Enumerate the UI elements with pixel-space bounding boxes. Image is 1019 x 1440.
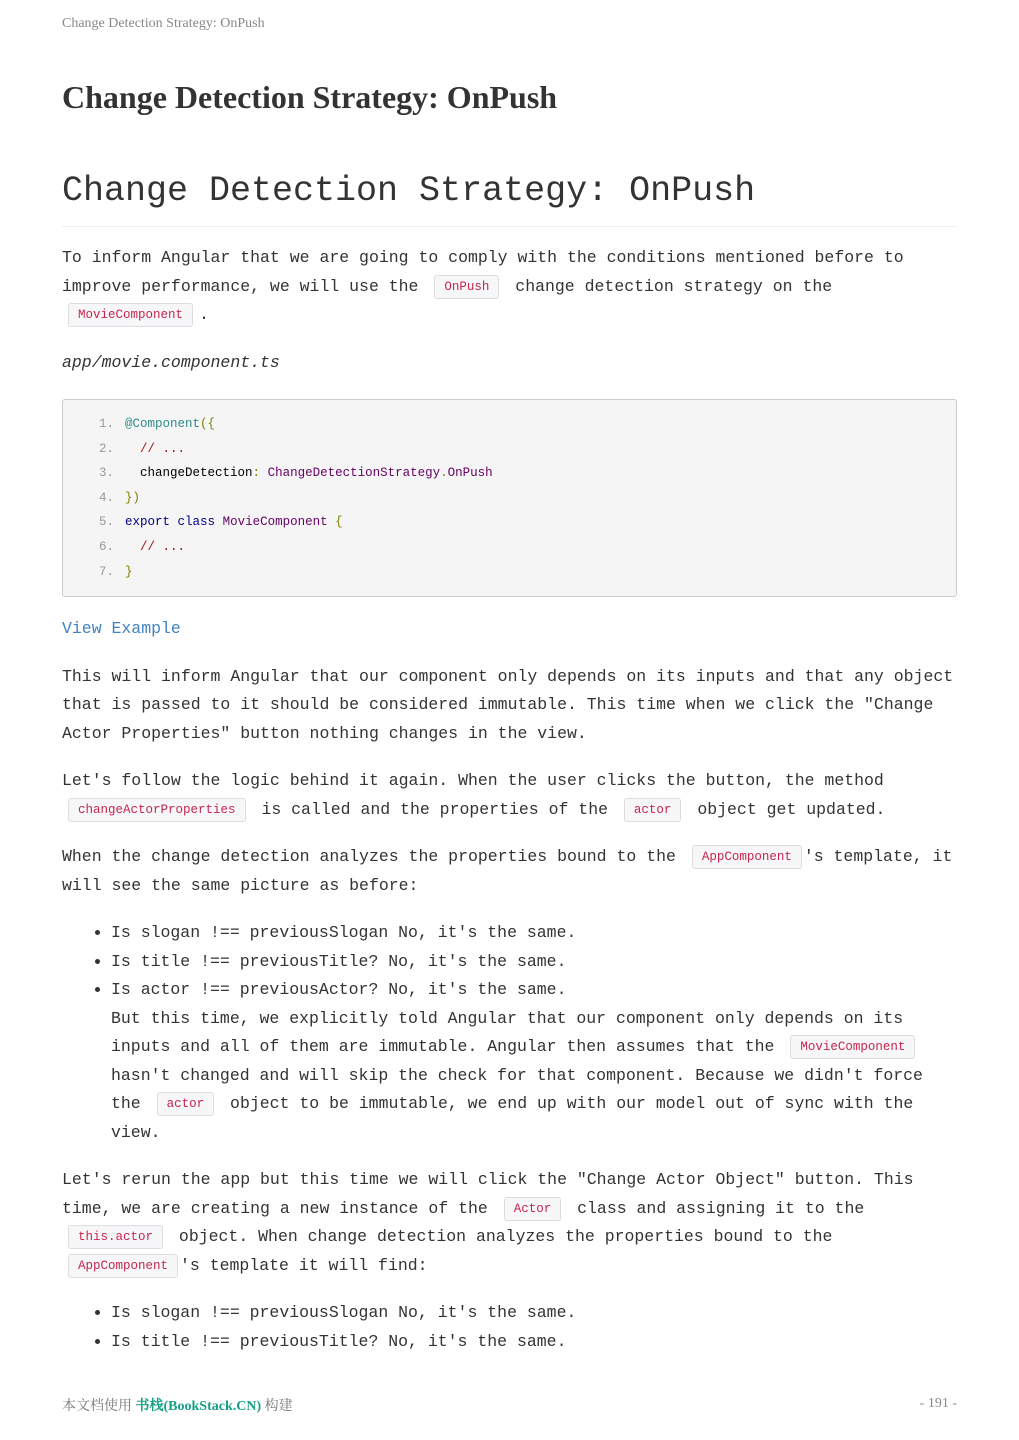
explanation-paragraph: This will inform Angular that our component only depends on its inputs and that any object that is passed to it should be considered immutable. This time when we click the "Change Actor Properties" button nothing changes in the view. [62,666,954,743]
inline-code-actor: actor [624,798,682,822]
code-punctuation: . [440,466,448,481]
code-comment: // ... [140,441,186,456]
detection-text-2: 's template, it will see the same picture as before: [62,847,953,895]
logic-paragraph [62,767,957,824]
check-list-2 [62,1299,957,1356]
intro-text-2: change detection strategy on the [515,276,833,296]
list-item-continuation: object to be immutable, we end up with our model out of sync with the view. [111,1094,914,1142]
code-punctuation: } [125,564,133,579]
check-list-1 [62,919,957,1147]
line-number: 1. [98,417,114,431]
code-line [63,535,956,560]
running-header: Change Detection Strategy: OnPush [62,16,265,31]
logic-text-2: is called and the properties of the [261,799,608,819]
inline-code-changeactorproperties: changeActorProperties [68,798,246,822]
code-type: ChangeDetectionStrategy [267,466,441,481]
footer-suffix: 构建 [264,1399,293,1414]
section-title: Change Detection Strategy: OnPush [62,170,957,227]
code-comment: // ... [140,539,186,554]
view-example-link[interactable]: View Example [62,619,181,639]
inline-code-this-actor: this.actor [68,1225,163,1249]
footer-brand-link[interactable]: 书栈(BookStack.CN) [135,1399,262,1414]
code-property: changeDetection [140,466,253,481]
code-punctuation: { [335,515,343,530]
code-decorator: @Component [125,417,201,431]
line-number: 7. [98,564,114,579]
code-line [63,461,956,486]
footer-credit [62,1395,293,1415]
code-line [63,486,956,511]
inline-code-onpush: OnPush [434,275,499,299]
line-number: 3. [98,466,114,481]
list-item: • Is title !== previousTitle? No, it's the same. [111,1328,957,1357]
detection-paragraph [62,843,957,900]
line-number: 5. [98,515,114,530]
rerun-text-2: class and assigning it to the [577,1198,865,1218]
document-title: Change Detection Strategy: OnPush [62,79,558,115]
inline-code-actor: actor [157,1092,215,1116]
list-item-text: Is actor !== previousActor? No, it's the same. [111,980,567,1000]
line-number: 6. [98,539,114,554]
article-content [62,170,957,1356]
rerun-text-3: object. When change detection analyzes the properties bound to the [178,1227,833,1247]
list-item: • Is title !== previousTitle? No, it's the same. [111,948,957,977]
code-punctuation: : [252,466,261,481]
page-number: - 191 - [919,1396,957,1411]
logic-text-1: Let's follow the logic behind it again. When the user clicks the button, the method [62,771,884,791]
code-line [63,437,956,462]
filename-label: app/movie.component.ts [62,352,280,372]
inline-code-appcomponent: AppComponent [692,845,802,869]
list-item [111,976,957,1147]
code-keyword: class [177,515,216,530]
detection-text-1: When the change detection analyzes the properties bound to the [62,847,676,867]
code-punctuation: ({ [200,417,216,431]
code-member: OnPush [447,466,493,481]
code-type: MovieComponent [222,515,328,530]
inline-code-actor-class: Actor [504,1197,562,1221]
logic-text-3: object get updated. [697,799,886,819]
rerun-text-4: 's template it will find: [180,1255,428,1275]
code-line [63,510,956,535]
intro-paragraph [62,244,957,330]
footer-prefix: 本文档使用 [62,1399,132,1414]
intro-text-3: . [199,305,209,324]
intro-text-1: To inform Angular that we are going to comply with the conditions mentioned before to improve performance, we will use the [62,248,904,296]
line-number: 4. [98,490,114,505]
list-item-continuation: But this time, we explicitly told Angular that our component only depends on its inputs and all of them are immutable. Angular then assumes that the [111,1008,904,1057]
list-item: • Is slogan !== previousSlogan No, it's the same. [111,1299,957,1328]
code-block [62,399,957,597]
line-number: 2. [98,441,114,456]
list-item: • Is slogan !== previousSlogan No, it's the same. [111,919,957,948]
code-line [63,412,956,437]
rerun-paragraph [62,1166,957,1280]
code-keyword: export [125,515,171,530]
code-punctuation: }) [125,490,141,505]
code-line [63,560,956,585]
inline-code-moviecomponent: MovieComponent [68,303,193,327]
list-item-continuation: hasn't changed and will skip the check for that component. Because we didn't force the [111,1065,923,1114]
inline-code-moviecomponent: MovieComponent [790,1035,915,1059]
inline-code-appcomponent: AppComponent [68,1254,178,1278]
rerun-text-1: Let's rerun the app but this time we will click the "Change Actor Object" button. This time, we are creating a new instance of the [62,1170,914,1218]
